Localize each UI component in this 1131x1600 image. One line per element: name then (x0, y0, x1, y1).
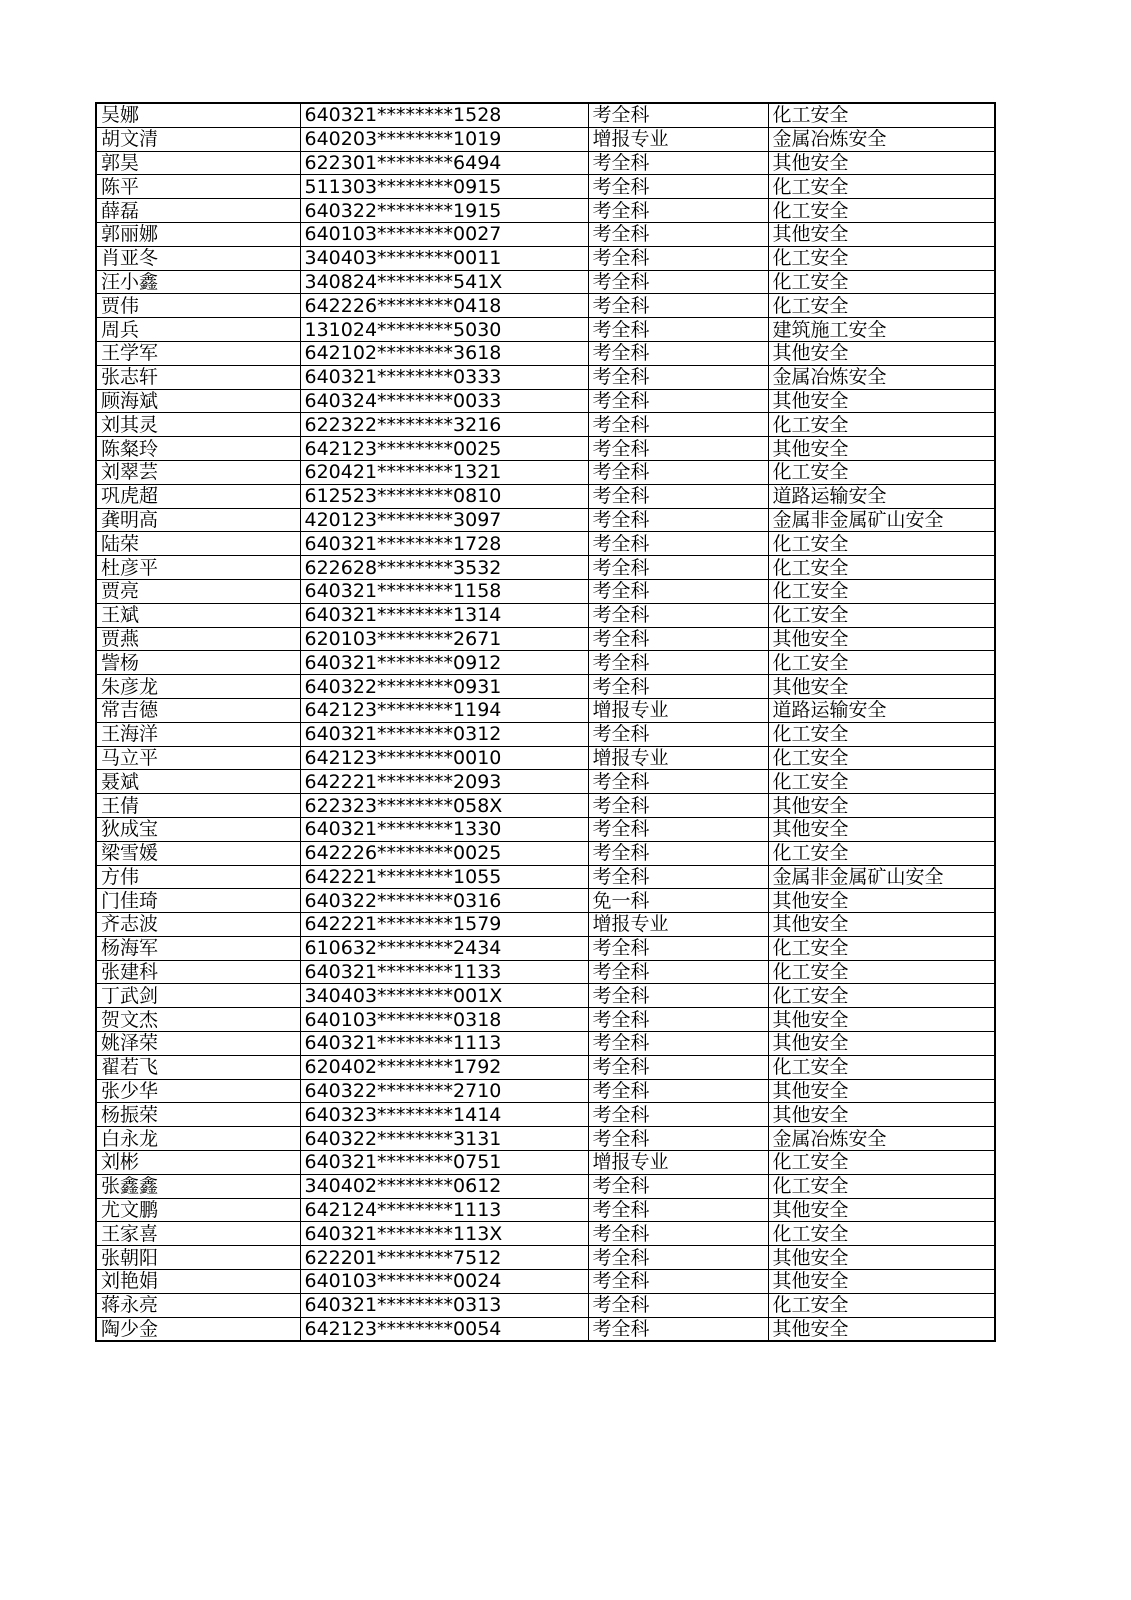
exam-type-cell: 考全科 (588, 865, 768, 889)
table-row (96, 1032, 995, 1056)
category-cell: 化工安全 (768, 722, 995, 746)
id-number-cell: 622323********058X (300, 794, 588, 818)
category-cell: 金属非金属矿山安全 (768, 508, 995, 532)
exam-type-cell: 考全科 (588, 199, 768, 223)
exam-type-cell: 考全科 (588, 1079, 768, 1103)
table-row (96, 460, 995, 484)
table-row (96, 1174, 995, 1198)
name-cell: 王倩 (96, 794, 300, 818)
exam-type-cell: 考全科 (588, 794, 768, 818)
table-row (96, 794, 995, 818)
category-cell: 其他安全 (768, 794, 995, 818)
table-row (96, 770, 995, 794)
table-row (96, 913, 995, 937)
table-row (96, 889, 995, 913)
id-number-cell: 642102********3618 (300, 341, 588, 365)
category-cell: 其他安全 (768, 913, 995, 937)
exam-type-cell: 考全科 (588, 841, 768, 865)
exam-type-cell: 考全科 (588, 389, 768, 413)
exam-type-cell: 考全科 (588, 556, 768, 580)
category-cell: 化工安全 (768, 746, 995, 770)
name-cell: 陆荣 (96, 532, 300, 556)
exam-type-cell: 考全科 (588, 484, 768, 508)
category-cell: 其他安全 (768, 1008, 995, 1032)
exam-type-cell: 考全科 (588, 1055, 768, 1079)
name-cell: 尤文鹏 (96, 1198, 300, 1222)
name-cell: 齐志波 (96, 913, 300, 937)
category-cell: 其他安全 (768, 1079, 995, 1103)
id-number-cell: 131024********5030 (300, 318, 588, 342)
name-cell: 刘彬 (96, 1151, 300, 1175)
exam-type-cell: 考全科 (588, 508, 768, 532)
name-cell: 姚泽荣 (96, 1032, 300, 1056)
id-number-cell: 640321********0912 (300, 651, 588, 675)
id-number-cell: 640321********113X (300, 1222, 588, 1246)
category-cell: 金属冶炼安全 (768, 127, 995, 151)
category-cell: 化工安全 (768, 579, 995, 603)
table-row (96, 603, 995, 627)
name-cell: 陈粲玲 (96, 437, 300, 461)
table-row (96, 1246, 995, 1270)
id-number-cell: 640321********1314 (300, 603, 588, 627)
exam-type-cell: 考全科 (588, 1127, 768, 1151)
exam-type-cell: 免一科 (588, 889, 768, 913)
category-cell: 其他安全 (768, 341, 995, 365)
exam-type-cell: 考全科 (588, 1032, 768, 1056)
category-cell: 其他安全 (768, 222, 995, 246)
table-row (96, 746, 995, 770)
category-cell: 化工安全 (768, 1151, 995, 1175)
exam-type-cell: 考全科 (588, 1270, 768, 1294)
id-number-cell: 640321********1113 (300, 1032, 588, 1056)
table-row (96, 817, 995, 841)
id-number-cell: 640321********1158 (300, 579, 588, 603)
exam-type-cell: 考全科 (588, 1174, 768, 1198)
table-row (96, 1293, 995, 1317)
id-number-cell: 620103********2671 (300, 627, 588, 651)
exam-type-cell: 考全科 (588, 579, 768, 603)
category-cell: 道路运输安全 (768, 484, 995, 508)
category-cell: 其他安全 (768, 1246, 995, 1270)
id-number-cell: 622301********6494 (300, 151, 588, 175)
name-cell: 朱彦龙 (96, 675, 300, 699)
id-number-cell: 612523********0810 (300, 484, 588, 508)
id-number-cell: 340824********541X (300, 270, 588, 294)
table-row (96, 698, 995, 722)
id-number-cell: 642226********0025 (300, 841, 588, 865)
category-cell: 化工安全 (768, 651, 995, 675)
table-row (96, 437, 995, 461)
exam-type-cell: 考全科 (588, 318, 768, 342)
category-cell: 道路运输安全 (768, 698, 995, 722)
table-row (96, 865, 995, 889)
id-number-cell: 642123********0025 (300, 437, 588, 461)
category-cell: 其他安全 (768, 389, 995, 413)
name-cell: 张鑫鑫 (96, 1174, 300, 1198)
table-row (96, 127, 995, 151)
name-cell: 梁雪媛 (96, 841, 300, 865)
table-row (96, 246, 995, 270)
name-cell: 王斌 (96, 603, 300, 627)
category-cell: 化工安全 (768, 270, 995, 294)
name-cell: 方伟 (96, 865, 300, 889)
table-row (96, 365, 995, 389)
id-number-cell: 640321********1330 (300, 817, 588, 841)
id-number-cell: 640103********0027 (300, 222, 588, 246)
category-cell: 其他安全 (768, 817, 995, 841)
table-row (96, 484, 995, 508)
name-cell: 訾杨 (96, 651, 300, 675)
table-row (96, 222, 995, 246)
table-row (96, 1198, 995, 1222)
name-cell: 刘其灵 (96, 413, 300, 437)
exam-type-cell: 考全科 (588, 651, 768, 675)
category-cell: 化工安全 (768, 460, 995, 484)
id-number-cell: 420123********3097 (300, 508, 588, 532)
exam-type-cell: 考全科 (588, 603, 768, 627)
table-row (96, 579, 995, 603)
id-number-cell: 640322********0316 (300, 889, 588, 913)
name-cell: 张建科 (96, 960, 300, 984)
exam-type-cell: 增报专业 (588, 127, 768, 151)
name-cell: 刘翠芸 (96, 460, 300, 484)
name-cell: 杜彦平 (96, 556, 300, 580)
id-number-cell: 640322********2710 (300, 1079, 588, 1103)
category-cell: 金属非金属矿山安全 (768, 865, 995, 889)
name-cell: 周兵 (96, 318, 300, 342)
name-cell: 贾燕 (96, 627, 300, 651)
id-number-cell: 642226********0418 (300, 294, 588, 318)
category-cell: 其他安全 (768, 1032, 995, 1056)
id-number-cell: 642123********0054 (300, 1317, 588, 1341)
exam-type-cell: 考全科 (588, 460, 768, 484)
table-row (96, 1079, 995, 1103)
id-number-cell: 640103********0024 (300, 1270, 588, 1294)
id-number-cell: 642123********1194 (300, 698, 588, 722)
id-number-cell: 511303********0915 (300, 175, 588, 199)
name-cell: 陶少金 (96, 1317, 300, 1341)
exam-type-cell: 考全科 (588, 1008, 768, 1032)
category-cell: 化工安全 (768, 841, 995, 865)
table-row (96, 389, 995, 413)
id-number-cell: 642221********1579 (300, 913, 588, 937)
exam-type-cell: 考全科 (588, 1246, 768, 1270)
name-cell: 肖亚冬 (96, 246, 300, 270)
exam-type-cell: 增报专业 (588, 913, 768, 937)
exam-type-cell: 考全科 (588, 1293, 768, 1317)
id-number-cell: 640321********0313 (300, 1293, 588, 1317)
category-cell: 化工安全 (768, 1055, 995, 1079)
exam-type-cell: 考全科 (588, 341, 768, 365)
exam-type-cell: 考全科 (588, 175, 768, 199)
exam-type-cell: 考全科 (588, 151, 768, 175)
exam-type-cell: 考全科 (588, 936, 768, 960)
table-row (96, 1317, 995, 1341)
name-cell: 王学军 (96, 341, 300, 365)
category-cell: 化工安全 (768, 532, 995, 556)
exam-type-cell: 增报专业 (588, 746, 768, 770)
id-number-cell: 640321********1728 (300, 532, 588, 556)
id-number-cell: 610632********2434 (300, 936, 588, 960)
category-cell: 化工安全 (768, 246, 995, 270)
category-cell: 其他安全 (768, 151, 995, 175)
id-number-cell: 642221********1055 (300, 865, 588, 889)
table-row (96, 199, 995, 223)
id-number-cell: 640323********1414 (300, 1103, 588, 1127)
id-number-cell: 340403********0011 (300, 246, 588, 270)
name-cell: 吴娜 (96, 103, 300, 127)
candidate-table (95, 102, 996, 1342)
name-cell: 白永龙 (96, 1127, 300, 1151)
table-row (96, 270, 995, 294)
exam-type-cell: 考全科 (588, 960, 768, 984)
exam-type-cell: 考全科 (588, 103, 768, 127)
category-cell: 金属冶炼安全 (768, 1127, 995, 1151)
exam-type-cell: 考全科 (588, 627, 768, 651)
category-cell: 化工安全 (768, 960, 995, 984)
table-row (96, 841, 995, 865)
table-row (96, 1222, 995, 1246)
name-cell: 龚明高 (96, 508, 300, 532)
table-row (96, 1127, 995, 1151)
table-row (96, 627, 995, 651)
category-cell: 金属冶炼安全 (768, 365, 995, 389)
id-number-cell: 620402********1792 (300, 1055, 588, 1079)
category-cell: 化工安全 (768, 413, 995, 437)
id-number-cell: 642124********1113 (300, 1198, 588, 1222)
id-number-cell: 640322********3131 (300, 1127, 588, 1151)
category-cell: 其他安全 (768, 1317, 995, 1341)
id-number-cell: 642123********0010 (300, 746, 588, 770)
name-cell: 狄成宝 (96, 817, 300, 841)
table-row (96, 1270, 995, 1294)
table-row (96, 651, 995, 675)
id-number-cell: 640321********1133 (300, 960, 588, 984)
table-row (96, 722, 995, 746)
name-cell: 贺文杰 (96, 1008, 300, 1032)
exam-type-cell: 考全科 (588, 294, 768, 318)
exam-type-cell: 考全科 (588, 270, 768, 294)
category-cell: 其他安全 (768, 675, 995, 699)
table-row (96, 1055, 995, 1079)
id-number-cell: 622628********3532 (300, 556, 588, 580)
category-cell: 化工安全 (768, 175, 995, 199)
id-number-cell: 622322********3216 (300, 413, 588, 437)
exam-type-cell: 考全科 (588, 365, 768, 389)
name-cell: 薛磊 (96, 199, 300, 223)
table-row (96, 294, 995, 318)
category-cell: 其他安全 (768, 1198, 995, 1222)
name-cell: 汪小鑫 (96, 270, 300, 294)
id-number-cell: 640321********0751 (300, 1151, 588, 1175)
exam-type-cell: 增报专业 (588, 698, 768, 722)
name-cell: 刘艳娟 (96, 1270, 300, 1294)
exam-type-cell: 增报专业 (588, 1151, 768, 1175)
category-cell: 化工安全 (768, 1293, 995, 1317)
category-cell: 其他安全 (768, 437, 995, 461)
exam-type-cell: 考全科 (588, 1222, 768, 1246)
exam-type-cell: 考全科 (588, 413, 768, 437)
table-row (96, 341, 995, 365)
table-row (96, 151, 995, 175)
category-cell: 其他安全 (768, 889, 995, 913)
id-number-cell: 620421********1321 (300, 460, 588, 484)
category-cell: 其他安全 (768, 1270, 995, 1294)
category-cell: 建筑施工安全 (768, 318, 995, 342)
exam-type-cell: 考全科 (588, 532, 768, 556)
id-number-cell: 640324********0033 (300, 389, 588, 413)
id-number-cell: 640203********1019 (300, 127, 588, 151)
name-cell: 贾伟 (96, 294, 300, 318)
name-cell: 张志轩 (96, 365, 300, 389)
exam-type-cell: 考全科 (588, 222, 768, 246)
name-cell: 杨海军 (96, 936, 300, 960)
exam-type-cell: 考全科 (588, 1317, 768, 1341)
name-cell: 王海洋 (96, 722, 300, 746)
category-cell: 化工安全 (768, 770, 995, 794)
table-row (96, 1008, 995, 1032)
exam-type-cell: 考全科 (588, 1103, 768, 1127)
name-cell: 王家喜 (96, 1222, 300, 1246)
category-cell: 化工安全 (768, 294, 995, 318)
name-cell: 巩虎超 (96, 484, 300, 508)
table-row (96, 413, 995, 437)
table-row (96, 318, 995, 342)
name-cell: 杨振荣 (96, 1103, 300, 1127)
name-cell: 翟若飞 (96, 1055, 300, 1079)
name-cell: 郭丽娜 (96, 222, 300, 246)
name-cell: 门佳琦 (96, 889, 300, 913)
category-cell: 化工安全 (768, 1174, 995, 1198)
category-cell: 化工安全 (768, 936, 995, 960)
name-cell: 陈平 (96, 175, 300, 199)
table-row (96, 936, 995, 960)
name-cell: 贾亮 (96, 579, 300, 603)
exam-type-cell: 考全科 (588, 675, 768, 699)
name-cell: 常吉德 (96, 698, 300, 722)
table-row (96, 1151, 995, 1175)
exam-type-cell: 考全科 (588, 984, 768, 1008)
category-cell: 化工安全 (768, 1222, 995, 1246)
category-cell: 化工安全 (768, 103, 995, 127)
category-cell: 其他安全 (768, 627, 995, 651)
table-row (96, 103, 995, 127)
name-cell: 顾海斌 (96, 389, 300, 413)
id-number-cell: 640103********0318 (300, 1008, 588, 1032)
id-number-cell: 640321********0333 (300, 365, 588, 389)
id-number-cell: 640322********0931 (300, 675, 588, 699)
name-cell: 马立平 (96, 746, 300, 770)
id-number-cell: 340402********0612 (300, 1174, 588, 1198)
id-number-cell: 640322********1915 (300, 199, 588, 223)
table-row (96, 556, 995, 580)
table-row (96, 175, 995, 199)
exam-type-cell: 考全科 (588, 1198, 768, 1222)
name-cell: 胡文清 (96, 127, 300, 151)
name-cell: 蒋永亮 (96, 1293, 300, 1317)
id-number-cell: 622201********7512 (300, 1246, 588, 1270)
table-row (96, 984, 995, 1008)
exam-type-cell: 考全科 (588, 437, 768, 461)
table-row (96, 508, 995, 532)
name-cell: 张朝阳 (96, 1246, 300, 1270)
candidate-table-body (96, 103, 995, 1341)
table-row (96, 532, 995, 556)
table-row (96, 675, 995, 699)
id-number-cell: 340403********001X (300, 984, 588, 1008)
id-number-cell: 640321********0312 (300, 722, 588, 746)
exam-type-cell: 考全科 (588, 817, 768, 841)
category-cell: 化工安全 (768, 556, 995, 580)
table-row (96, 1103, 995, 1127)
category-cell: 化工安全 (768, 199, 995, 223)
id-number-cell: 640321********1528 (300, 103, 588, 127)
id-number-cell: 642221********2093 (300, 770, 588, 794)
name-cell: 丁武剑 (96, 984, 300, 1008)
exam-type-cell: 考全科 (588, 722, 768, 746)
exam-type-cell: 考全科 (588, 246, 768, 270)
table-row (96, 960, 995, 984)
exam-type-cell: 考全科 (588, 770, 768, 794)
category-cell: 化工安全 (768, 984, 995, 1008)
category-cell: 其他安全 (768, 1103, 995, 1127)
name-cell: 张少华 (96, 1079, 300, 1103)
name-cell: 聂斌 (96, 770, 300, 794)
name-cell: 郭昊 (96, 151, 300, 175)
category-cell: 化工安全 (768, 603, 995, 627)
